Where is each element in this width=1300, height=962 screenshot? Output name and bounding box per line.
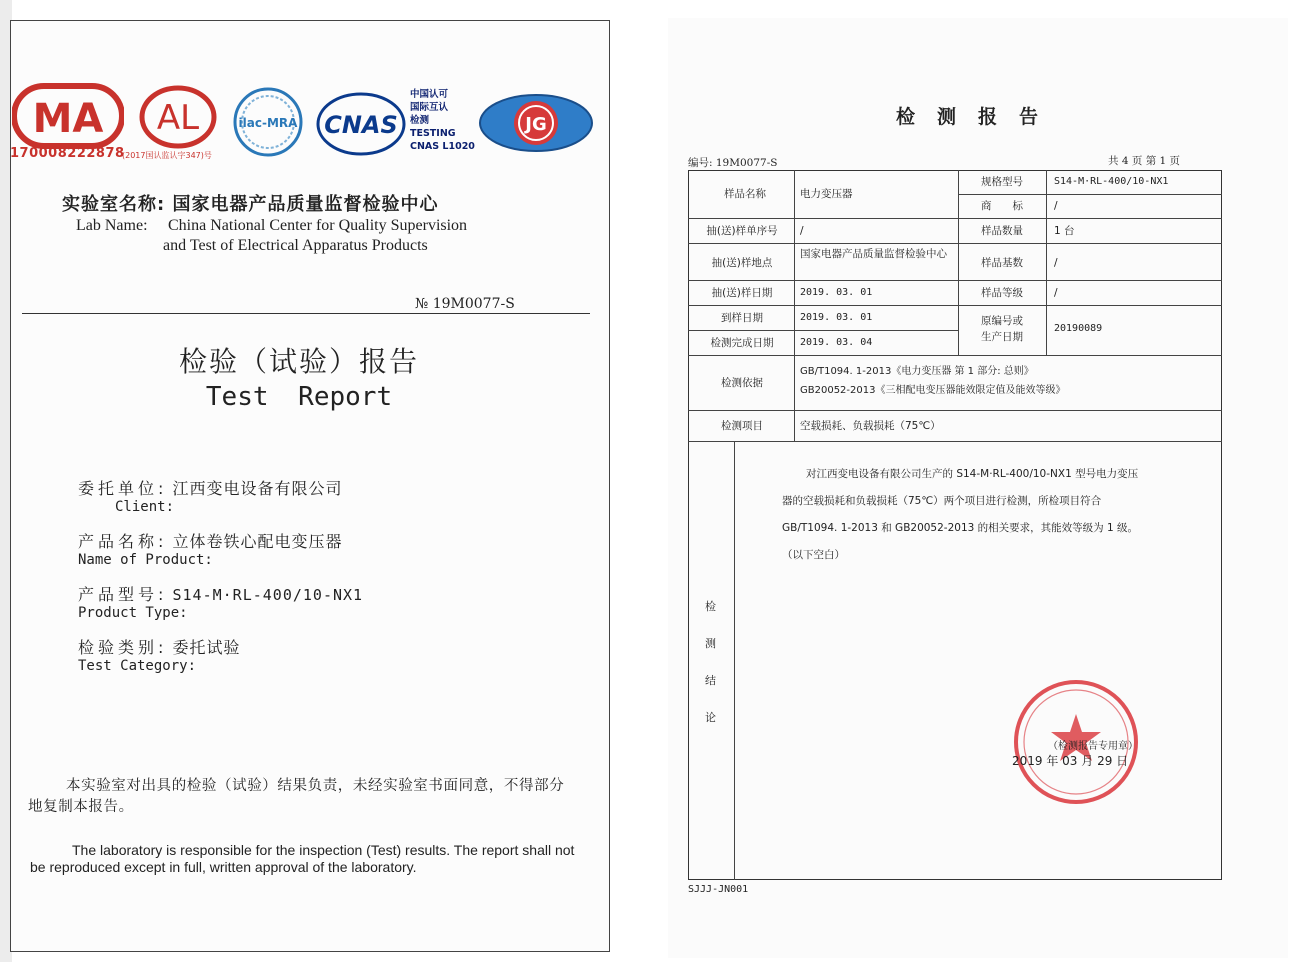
header-divider xyxy=(22,313,590,314)
cma-subtext: (2017国认监认字347)号 xyxy=(122,151,212,160)
base-value: / xyxy=(1054,257,1058,269)
sample-seq-label: 抽(送)样单序号 xyxy=(706,225,778,237)
svg-text:MA: MA xyxy=(32,96,104,142)
brand-label: 商 标 xyxy=(981,200,1023,212)
test-basis-line2: GB20052-2013《三相配电变压器能效限定值及能效等级》 xyxy=(800,385,1066,396)
serial-label: 原编号或生产日期 xyxy=(981,315,1023,343)
location-label: 抽(送)样地点 xyxy=(711,257,773,269)
serial-value: 20190089 xyxy=(1054,323,1103,334)
cqc-globe-logo xyxy=(476,92,596,154)
base-label: 样品基数 xyxy=(981,257,1023,269)
ilac-mra-logo xyxy=(228,86,308,158)
conclusion-text: 对江西变电设备有限公司生产的 S14-M·RL-400/10-NX1 型号电力变压 器的空载损耗和负载损耗（75℃）两个项目进行检测，所检项目符合 GB/T1094. 1-2013 和 GB20052-2013 的相关要求，其能效等级为 1 级。 （以下空白） xyxy=(782,468,1139,561)
report-title-chinese: 检验（试验）报告 xyxy=(178,345,419,378)
arrival-date-label: 到样日期 xyxy=(721,312,763,324)
sample-seq-value: / xyxy=(800,225,804,237)
conclusion-label-char: 检 xyxy=(705,600,716,613)
cma-number: 170008222878 xyxy=(10,146,125,161)
brand-value: / xyxy=(1054,200,1058,212)
lab-name-english-line1: China National Center for Quality Supervision xyxy=(168,217,468,234)
location-value: 国家电器产品质量监督检验中心 xyxy=(800,248,947,260)
svg-text:ilac-MRA: ilac-MRA xyxy=(238,116,298,130)
inspection-report-title: 检测报告 xyxy=(895,106,1060,128)
cnas-logo xyxy=(316,92,406,156)
conclusion-label-char: 结 xyxy=(705,674,716,687)
model-value: S14-M·RL-400/10-NX1 xyxy=(1054,176,1169,187)
stamp-label: （检测报告专用章） xyxy=(1048,741,1138,752)
test-category-label-en: Test Category: xyxy=(78,658,197,674)
sample-name-label: 样品名称 xyxy=(724,188,766,200)
cma-logo xyxy=(12,82,124,150)
cnas-accreditation-text: 中国认可 国际互认 检测 TESTING CNAS L1020 xyxy=(410,89,475,152)
form-code: SJJJ-JN001 xyxy=(688,884,749,895)
svg-text:CNAS: CNAS xyxy=(324,111,398,139)
quantity-value: 1 台 xyxy=(1054,225,1075,237)
grade-value: / xyxy=(1054,287,1058,299)
lab-name-label: Lab Name: xyxy=(76,217,148,234)
conclusion-label-char: 论 xyxy=(705,711,716,724)
sample-name-value: 电力变压器 xyxy=(800,188,853,200)
report-title-english: Test Report xyxy=(205,382,393,412)
grade-label: 样品等级 xyxy=(981,287,1023,299)
svg-text:JG: JG xyxy=(525,114,547,135)
test-basis-label: 检测依据 xyxy=(721,377,763,389)
test-basis-line1: GB/T1094. 1-2013《电力变压器 第 1 部分: 总则》 xyxy=(800,366,1034,377)
model-label: 规格型号 xyxy=(981,176,1023,188)
sampling-date-label: 抽(送)样日期 xyxy=(711,287,773,299)
client-label-en: Client: xyxy=(115,499,175,515)
responsibility-statement-cn: 本实验室对出具的检验（试验）结果负责，未经实验室书面同意，不得部分地复制本报告。 xyxy=(28,778,565,815)
product-name-field: 产品名称: 立体卷铁心配电变压器 xyxy=(78,532,343,551)
product-type-field: 产品型号: S14-M·RL-400/10-NX1 xyxy=(78,585,364,604)
stamp-date: 2019 年 03 月 29 日 xyxy=(1012,754,1129,768)
client-field: 委托单位: 江西变电设备有限公司 xyxy=(78,479,343,498)
completion-date-label: 检测完成日期 xyxy=(710,337,774,349)
product-name-label-en: Name of Product: xyxy=(78,552,213,568)
test-category-field: 检验类别: 委托试验 xyxy=(78,638,241,657)
arrival-date-value: 2019. 03. 01 xyxy=(800,312,873,323)
product-type-label-en: Product Type: xyxy=(78,605,188,621)
inspection-report-number: 编号: 19M0077-S xyxy=(688,157,778,169)
quantity-label: 样品数量 xyxy=(981,225,1023,237)
conclusion-label-char: 测 xyxy=(705,637,716,650)
report-number: № 19M0077-S xyxy=(415,296,515,312)
lab-name-english-line2: and Test of Electrical Apparatus Products xyxy=(163,237,428,254)
svg-text:AL: AL xyxy=(156,98,200,138)
responsibility-statement-en: The laboratory is responsible for the inspection (Test) results. The report shall not be reproduced except in full, written approval of the laboratory. xyxy=(30,842,575,875)
sampling-date-value: 2019. 03. 01 xyxy=(800,287,873,298)
test-items-value: 空载损耗、负载损耗（75℃） xyxy=(800,420,941,432)
test-items-label: 检测项目 xyxy=(721,420,763,432)
completion-date-value: 2019. 03. 04 xyxy=(800,337,873,348)
page-counter: 共 4 页 第 1 页 xyxy=(1108,155,1181,167)
lab-name-chinese: 实验室名称: 国家电器产品质量监督检验中心 xyxy=(62,194,439,215)
cal-logo xyxy=(138,84,218,150)
